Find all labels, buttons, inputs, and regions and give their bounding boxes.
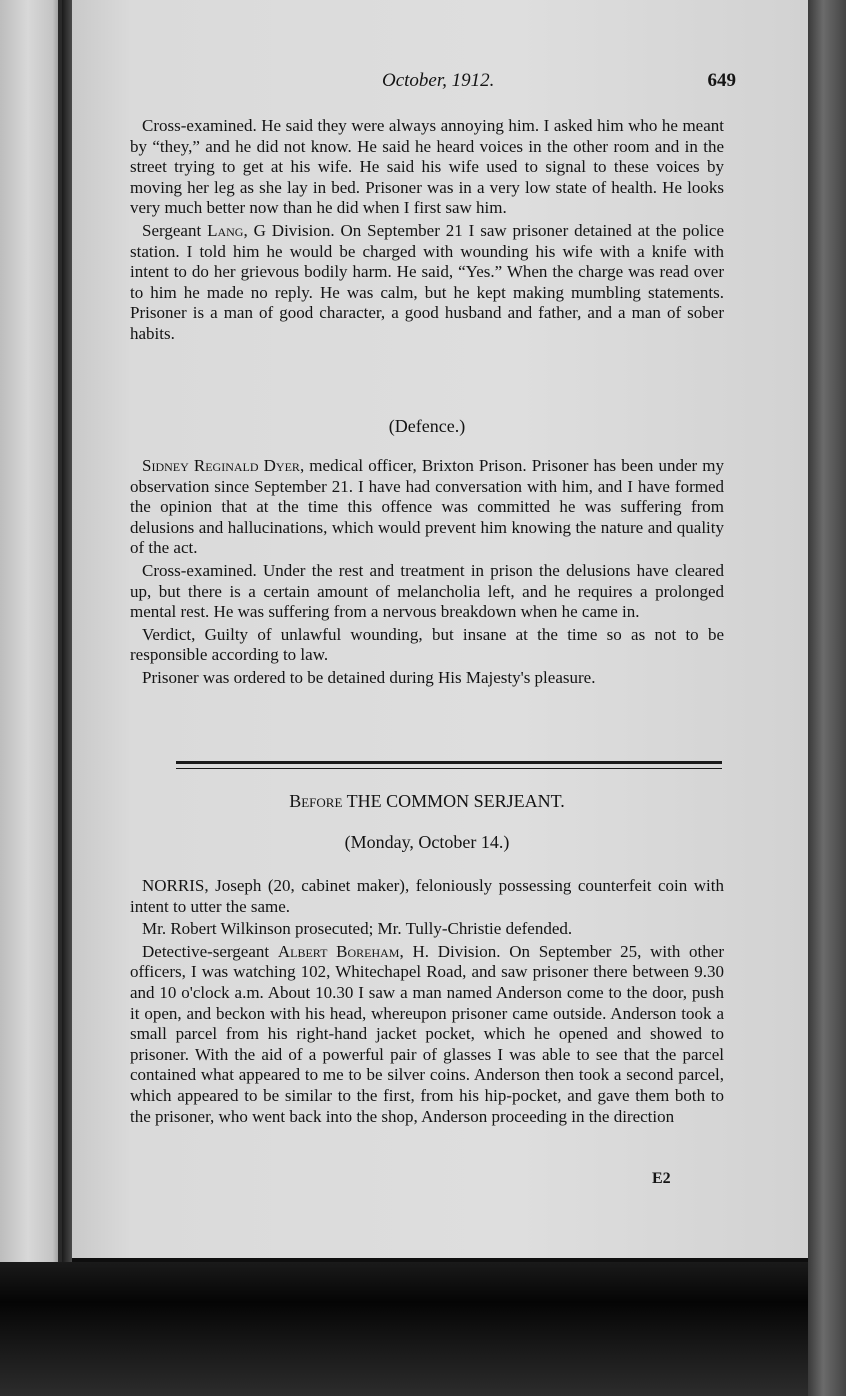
paragraph-dyer bbox=[130, 456, 724, 559]
witness-testimony: , medical officer, Brixton Prison. Prisoner has been under my observation since September 21. I have had conversation with him, and I have formed the opinion that at the time this offence was committed he was suffering from delusions and hallucinations, which would prevent him knowing the nature and quality of the act. bbox=[130, 456, 725, 558]
scan-bottom-band bbox=[0, 1262, 808, 1396]
signature-mark: E2 bbox=[652, 1170, 671, 1187]
paragraph-sentence: Prisoner was ordered to be detained during His Majesty's pleasure. bbox=[142, 667, 596, 687]
paragraph-sergeant-lang bbox=[130, 221, 724, 345]
facing-page-edge bbox=[0, 0, 62, 1262]
section-testimony-3 bbox=[130, 876, 724, 1127]
book-gutter bbox=[62, 0, 72, 1262]
witness-name: Sidney Reginald Dyer bbox=[142, 456, 300, 475]
court-heading-name: THE COMMON SERJEANT. bbox=[342, 791, 565, 811]
right-margin-strip bbox=[808, 0, 846, 1396]
paragraph-boreham bbox=[130, 942, 724, 1127]
witness-title: Sergeant bbox=[142, 220, 208, 240]
running-head bbox=[72, 70, 808, 100]
paragraph-counsel: Mr. Robert Wilkinson prosecuted; Mr. Tully-Christie defended. bbox=[142, 919, 573, 939]
book-page bbox=[72, 0, 808, 1258]
paragraph-cross-examined-1: Cross-examined. He said they were always annoying him. I asked him who he meant by “they,” and he did not know. He said he heard voices in the other room and in the street trying to get at his wife. He said his wife used to signal to these voices by moving her leg as she lay in bed. Prisoner was in a very low state of health. He looks very much better now than he did when I first saw him. bbox=[130, 116, 724, 218]
witness-testimony: , H. Division. On September 25, with other officers, I was watching 102, Whitechapel Road, and saw prisoner there between 9.30 and 10 o'clock a.m. About 10.30 I saw a man named Anderson come to the door, push it open, and beckon with his head, whereupon prisoner came outside. Anderson took a small parcel from his right-hand jacket pocket, which he opened and showed to prisoner. With the aid of a powerful pair of glasses I was able to see that the parcel contained what appeared to me to be silver coins. Anderson then took a second parcel, which appeared to be similar to the first, from his hip-pocket, and gave them both to the prisoner, who went back into the shop, Anderson proceeding in the direction bbox=[130, 941, 724, 1126]
witness-title: Detective-sergeant bbox=[142, 941, 278, 961]
witness-name: Lang bbox=[207, 220, 244, 240]
page-number: 649 bbox=[707, 70, 736, 91]
running-head-title: October, 1912. bbox=[382, 70, 495, 91]
paragraph-verdict: Verdict, Guilty of unlawful wounding, but insane at the time so as not to be responsible according to law. bbox=[130, 624, 724, 665]
section-rule-thin bbox=[176, 768, 722, 769]
paragraph-cross-examined-2: Cross-examined. Under the rest and treatment in prison the delusions have cleared up, but there is a certain amount of melancholia left, and he requires a prolonged mental rest. He was suffering from a nervous breakdown when he came in. bbox=[130, 560, 724, 622]
court-heading-before: Before bbox=[289, 791, 343, 811]
section-testimony-2 bbox=[130, 456, 724, 689]
court-heading bbox=[130, 791, 724, 812]
paragraph-case-norris: NORRIS, Joseph (20, cabinet maker), feloniously possessing counterfeit coin with intent to utter the same. bbox=[130, 876, 724, 916]
section-rule-thick bbox=[176, 761, 722, 764]
witness-name: Albert Boreham bbox=[277, 941, 400, 961]
defence-heading: (Defence.) bbox=[388, 416, 466, 436]
section-testimony-1 bbox=[130, 116, 724, 345]
date-heading: (Monday, October 14.) bbox=[344, 832, 510, 852]
witness-testimony: , G Division. On September 21 I saw prisoner detained at the police station. I told him he would be charged with wounding his wife with a knife with intent to do her grievous bodily harm. He said, “Yes.” When the charge was read over to him he made no reply. He was calm, but he kept making mumbling statements. Prisoner is a man of good character, a good husband and father, and a man of sober habits. bbox=[130, 220, 725, 343]
